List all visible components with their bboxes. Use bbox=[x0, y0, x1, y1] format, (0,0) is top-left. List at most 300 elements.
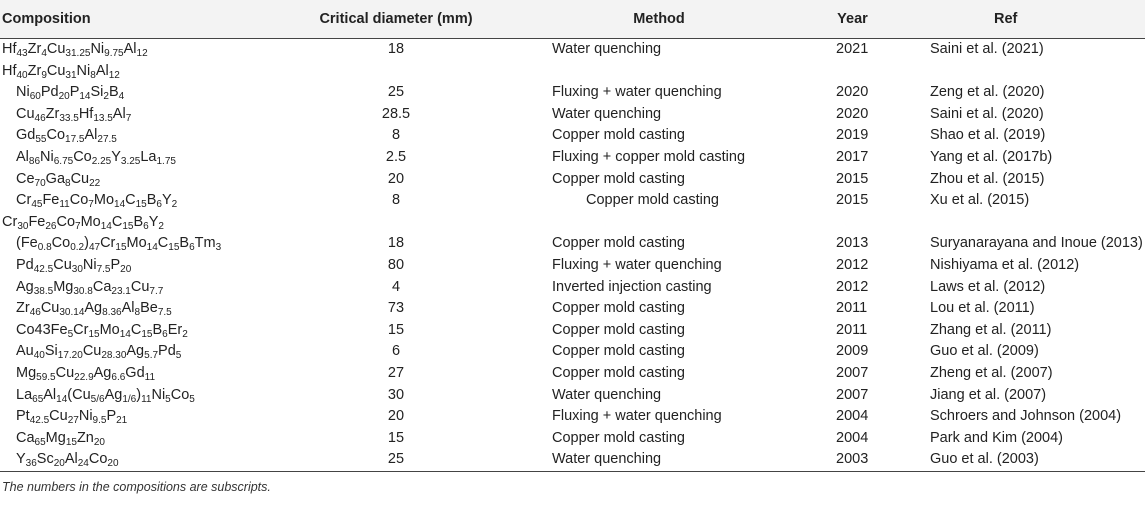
cell-method: Copper mold casting bbox=[552, 429, 685, 446]
composition-element: Si bbox=[44, 343, 58, 360]
table-row bbox=[0, 385, 1145, 407]
composition-subscript: 11 bbox=[141, 393, 152, 405]
cell-critical-diameter: 4 bbox=[391, 278, 401, 295]
composition-element: Cu bbox=[46, 62, 66, 79]
composition-subscript: 3 bbox=[215, 242, 222, 254]
composition-element: C bbox=[125, 192, 136, 209]
composition-element: Ag bbox=[126, 343, 145, 360]
cell-critical-diameter: 25 bbox=[282, 449, 510, 471]
cell-critical-diameter: 27 bbox=[387, 364, 405, 381]
header-method: Method bbox=[510, 0, 808, 39]
composition-element: Y bbox=[16, 451, 26, 468]
cell-year: 2011 bbox=[836, 321, 868, 338]
composition-element: B bbox=[179, 235, 190, 252]
cell-critical-diameter: 73 bbox=[387, 300, 405, 317]
composition-subscript: 17.5 bbox=[65, 134, 85, 146]
composition-subscript: 6.75 bbox=[53, 155, 74, 167]
composition-element: Mo bbox=[80, 213, 101, 230]
cell-ref: Xu et al. (2015) bbox=[930, 192, 1030, 209]
cell-critical-diameter: 20 bbox=[387, 408, 405, 425]
cell-composition bbox=[0, 169, 282, 191]
composition-subscript: 14 bbox=[146, 242, 158, 254]
composition-element: Si bbox=[90, 84, 104, 101]
composition-subscript: 43 bbox=[16, 48, 28, 59]
composition-subscript: 40 bbox=[16, 69, 28, 81]
composition-subscript: 22 bbox=[89, 177, 101, 189]
cell-method: Water quenching bbox=[510, 449, 808, 471]
cell-ref: Saini et al. (2021) bbox=[930, 41, 1044, 57]
composition-element: Al bbox=[95, 62, 109, 79]
cell-critical-diameter: 2.5 bbox=[385, 148, 407, 165]
composition-subscript: 22.9 bbox=[74, 371, 94, 383]
cell-ref: Shao et al. (2019) bbox=[930, 127, 1046, 144]
composition-element: P bbox=[110, 256, 121, 273]
cell-critical-diameter bbox=[282, 212, 510, 234]
cell-year: 2020 bbox=[836, 84, 869, 101]
composition-element: Cu bbox=[49, 408, 68, 425]
cell-method: Water quenching bbox=[552, 41, 662, 57]
composition-subscript: 5.7 bbox=[144, 350, 159, 362]
cell-year bbox=[808, 212, 897, 234]
composition-element: P bbox=[106, 408, 117, 425]
cell-year: 2003 bbox=[808, 449, 897, 471]
table-row bbox=[0, 104, 1145, 126]
composition-subscript: 20 bbox=[107, 458, 119, 470]
composition-subscript: 33.5 bbox=[59, 112, 79, 124]
table-row bbox=[0, 212, 1145, 234]
composition-subscript: 46 bbox=[34, 112, 46, 124]
composition-element: Ag bbox=[93, 364, 112, 381]
composition-subscript: 11 bbox=[59, 199, 70, 211]
composition-subscript: 28.30 bbox=[101, 350, 127, 362]
cell-critical-diameter: 25 bbox=[387, 84, 405, 101]
cell-year: 2012 bbox=[836, 278, 869, 295]
composition-subscript: 26 bbox=[45, 220, 57, 232]
table-row bbox=[0, 277, 1145, 299]
cell-year: 2019 bbox=[836, 127, 869, 144]
composition-element: B bbox=[152, 321, 163, 338]
composition-element: Co bbox=[56, 213, 76, 230]
cell-year: 2020 bbox=[836, 105, 869, 122]
cell-ref: Jiang et al. (2007) bbox=[930, 386, 1047, 403]
composition-subscript: 4 bbox=[41, 48, 47, 59]
table-row bbox=[0, 449, 1145, 471]
composition-subscript: 65 bbox=[32, 393, 44, 405]
composition-subscript: 5 bbox=[175, 350, 182, 362]
composition-subscript: 31.25 bbox=[65, 48, 91, 59]
composition-element: Ni bbox=[78, 408, 93, 425]
table-row bbox=[0, 147, 1145, 169]
cell-composition bbox=[0, 147, 282, 169]
composition-subscript: 30 bbox=[17, 220, 29, 232]
composition-element: Cr bbox=[73, 321, 89, 338]
composition-element: Y bbox=[161, 192, 172, 209]
composition-subscript: 3.25 bbox=[120, 155, 141, 167]
composition-element: Co bbox=[73, 148, 92, 165]
composition-element: Tm bbox=[194, 235, 216, 252]
composition-element: La bbox=[140, 148, 157, 165]
composition-element: Fe bbox=[42, 192, 60, 209]
composition-subscript: 6 bbox=[156, 199, 162, 211]
composition-element: Zr bbox=[45, 105, 60, 122]
composition-element: Cr bbox=[2, 213, 18, 230]
cell-ref: Park and Kim (2004) bbox=[930, 429, 1063, 446]
composition-subscript: 15 bbox=[115, 242, 127, 254]
composition-element: Ni bbox=[76, 62, 91, 79]
composition-subscript: 5 bbox=[189, 393, 195, 405]
cell-composition bbox=[0, 212, 282, 234]
table-row bbox=[0, 255, 1145, 277]
table-row bbox=[0, 82, 1145, 104]
composition-element: Sc bbox=[36, 451, 54, 468]
header-row bbox=[0, 0, 1145, 39]
header-year: Year bbox=[808, 0, 897, 39]
composition-subscript: 45 bbox=[31, 199, 43, 211]
composition-element: Mo bbox=[99, 321, 120, 338]
composition-element: Gd bbox=[16, 127, 36, 144]
composition-element: Ni bbox=[16, 84, 30, 101]
composition-element: Co bbox=[69, 192, 89, 209]
cell-composition bbox=[0, 298, 282, 320]
cell-ref bbox=[897, 61, 1145, 83]
cell-ref: Zeng et al. (2020) bbox=[930, 84, 1045, 101]
composition-subscript: 6 bbox=[189, 242, 195, 254]
composition-subscript: 9 bbox=[41, 69, 47, 81]
composition-element: Er bbox=[167, 321, 183, 338]
cell-ref: Yang et al. (2017b) bbox=[930, 148, 1053, 165]
composition-subscript: 14 bbox=[114, 199, 126, 211]
cell-year: 2004 bbox=[836, 429, 869, 446]
composition-subscript: 1/6 bbox=[122, 393, 137, 405]
composition-subscript: 46 bbox=[29, 307, 41, 319]
table-body bbox=[0, 39, 1145, 472]
cell-critical-diameter: 80 bbox=[387, 256, 405, 273]
composition-subscript: 9.75 bbox=[104, 48, 124, 59]
cell-critical-diameter: 20 bbox=[387, 170, 405, 187]
cell-method: Fluxing + water quenching bbox=[552, 84, 722, 101]
cell-critical-diameter bbox=[282, 61, 510, 83]
cell-ref: Lou et al. (2011) bbox=[930, 300, 1035, 317]
composition-element: Mo bbox=[93, 192, 115, 209]
composition-subscript: 65 bbox=[34, 436, 46, 448]
cell-ref: Suryanarayana and Inoue (2013) bbox=[930, 235, 1143, 252]
composition-subscript: 9.5 bbox=[92, 415, 107, 427]
composition-subscript: 40 bbox=[33, 350, 45, 362]
composition-element: ) bbox=[84, 235, 89, 252]
cell-year: 2009 bbox=[836, 343, 869, 360]
composition-element: Cu bbox=[82, 343, 102, 360]
cell-method: Copper mold casting bbox=[552, 343, 685, 360]
composition-element: Co bbox=[88, 451, 108, 468]
cell-method: Fluxing + water quenching bbox=[552, 408, 722, 425]
composition-element: (Cu bbox=[67, 386, 91, 403]
composition-element: Co bbox=[170, 386, 190, 403]
composition-subscript: 30.14 bbox=[59, 307, 85, 319]
table-row bbox=[0, 363, 1145, 385]
cell-method bbox=[510, 61, 808, 83]
composition-subscript: 15 bbox=[122, 220, 134, 232]
composition-subscript: 17.20 bbox=[57, 350, 83, 362]
composition-element: Co bbox=[51, 235, 71, 252]
composition-element: Al bbox=[84, 127, 98, 144]
cell-critical-diameter: 28.5 bbox=[381, 105, 411, 122]
cell-composition bbox=[0, 255, 282, 277]
composition-subscript: 8 bbox=[65, 177, 71, 189]
composition-element: Pd bbox=[16, 256, 34, 273]
composition-subscript: 12 bbox=[136, 48, 148, 59]
cell-method bbox=[510, 212, 808, 234]
composition-element: Mo bbox=[126, 235, 147, 252]
composition-subscript: 14 bbox=[56, 393, 68, 405]
composition-subscript: 20 bbox=[120, 263, 132, 275]
composition-element: Pd bbox=[158, 343, 176, 360]
cell-composition bbox=[0, 277, 282, 299]
composition-subscript: 7.5 bbox=[96, 263, 111, 275]
cell-ref: Zhou et al. (2015) bbox=[930, 170, 1045, 187]
composition-subscript: 42.5 bbox=[33, 263, 54, 275]
composition-element: Cr bbox=[100, 235, 116, 252]
cell-composition bbox=[0, 320, 282, 342]
composition-element: Al bbox=[123, 41, 137, 57]
cell-method: Copper mold casting bbox=[552, 364, 685, 381]
composition-element: Hf bbox=[2, 41, 17, 57]
composition-element: Ag bbox=[16, 278, 34, 295]
composition-subscript: 2 bbox=[171, 199, 178, 211]
composition-element: Hf bbox=[78, 105, 94, 122]
composition-element: Pt bbox=[16, 408, 30, 425]
composition-element: ) bbox=[136, 386, 142, 403]
cell-ref: Laws et al. (2012) bbox=[930, 278, 1046, 295]
cell-year: 2011 bbox=[836, 300, 868, 317]
composition-subscript: 27.5 bbox=[97, 134, 117, 146]
composition-subscript: 2 bbox=[158, 220, 164, 232]
composition-subscript: 36 bbox=[25, 458, 37, 470]
table-row bbox=[0, 125, 1145, 147]
cell-composition bbox=[0, 406, 282, 428]
composition-element: Cu bbox=[130, 278, 150, 295]
cell-method: Copper mold casting bbox=[552, 170, 685, 187]
composition-element: Cu bbox=[16, 105, 35, 122]
composition-subscript: 20 bbox=[58, 91, 70, 103]
composition-subscript: 11 bbox=[144, 371, 156, 383]
composition-element: Al bbox=[121, 300, 135, 317]
composition-subscript: 31 bbox=[65, 69, 77, 81]
composition-subscript: 14 bbox=[79, 91, 91, 103]
table-row bbox=[0, 190, 1145, 212]
composition-element: Ni bbox=[151, 386, 166, 403]
composition-subscript: 20 bbox=[53, 458, 65, 470]
composition-element: Fe bbox=[28, 213, 46, 230]
cell-ref: Nishiyama et al. (2012) bbox=[930, 256, 1080, 273]
composition-subscript: 15 bbox=[65, 436, 77, 448]
cell-ref: Zheng et al. (2007) bbox=[930, 364, 1053, 381]
cell-method: Fluxing + copper mold casting bbox=[552, 148, 746, 165]
composition-subscript: 7 bbox=[125, 112, 132, 124]
cell-composition bbox=[0, 385, 282, 407]
cell-composition bbox=[0, 82, 282, 104]
composition-element: Al bbox=[64, 451, 78, 468]
composition-subscript: 8.36 bbox=[102, 307, 122, 319]
composition-element: Mg bbox=[45, 429, 66, 446]
cell-critical-diameter: 18 bbox=[387, 235, 405, 252]
composition-subscript: 70 bbox=[34, 177, 46, 189]
cell-year: 2013 bbox=[836, 235, 869, 252]
composition-element: Ce bbox=[16, 170, 35, 187]
cell-composition bbox=[0, 233, 282, 255]
composition-element: C bbox=[157, 235, 169, 252]
composition-subscript: 5 bbox=[67, 328, 74, 340]
cell-critical-diameter: 15 bbox=[387, 429, 405, 446]
composition-subscript: 7 bbox=[88, 199, 94, 211]
cell-composition bbox=[0, 363, 282, 385]
composition-element: Zn bbox=[76, 429, 94, 446]
cell-composition bbox=[0, 428, 282, 450]
composition-element: Co bbox=[46, 127, 66, 144]
cell-composition bbox=[0, 125, 282, 147]
cell-method: Fluxing + water quenching bbox=[552, 256, 722, 273]
composition-element: Pd bbox=[40, 84, 59, 101]
cell-method: Copper mold casting bbox=[586, 192, 719, 209]
composition-element: Ni bbox=[40, 148, 54, 165]
cell-year bbox=[808, 61, 897, 83]
table-row bbox=[0, 320, 1145, 342]
cell-critical-diameter: 18 bbox=[387, 41, 405, 57]
composition-element: Cu bbox=[53, 256, 72, 273]
composition-element: Cu bbox=[70, 170, 90, 187]
composition-element: Zr bbox=[27, 62, 42, 79]
composition-element: B bbox=[133, 213, 144, 230]
composition-subscript: 55 bbox=[35, 134, 47, 146]
composition-element: Y bbox=[111, 148, 121, 165]
composition-subscript: 5/6 bbox=[90, 393, 105, 405]
cell-composition bbox=[0, 190, 282, 212]
table-footnote: The numbers in the compositions are subscripts. bbox=[2, 479, 271, 494]
cell-year: 2007 bbox=[836, 364, 869, 381]
composition-element: Ca bbox=[92, 278, 112, 295]
composition-element: Cu bbox=[55, 364, 75, 381]
cell-composition bbox=[0, 449, 282, 471]
cell-critical-diameter: 8 bbox=[391, 192, 401, 209]
composition-subscript: 12 bbox=[108, 69, 120, 81]
composition-element: Ca bbox=[16, 429, 35, 446]
composition-subscript: 2 bbox=[103, 91, 109, 103]
composition-element: Co43Fe bbox=[16, 321, 68, 338]
composition-element: P bbox=[69, 84, 80, 101]
table-row bbox=[0, 341, 1145, 363]
composition-subscript: 14 bbox=[119, 328, 131, 340]
composition-subscript: 8 bbox=[90, 69, 96, 81]
cell-composition bbox=[0, 39, 282, 61]
composition-element: Au bbox=[16, 343, 34, 360]
composition-element: Zr bbox=[27, 41, 42, 57]
composition-subscript: 15 bbox=[88, 328, 100, 340]
composition-element: Mg bbox=[53, 278, 74, 295]
composition-element: Be bbox=[140, 300, 158, 317]
cell-method: Copper mold casting bbox=[552, 235, 685, 252]
composition-subscript: 21 bbox=[116, 415, 128, 427]
composition-subscript: 2.25 bbox=[91, 155, 112, 167]
composition-subscript: 30 bbox=[71, 263, 83, 275]
cell-year: 2004 bbox=[836, 408, 869, 425]
composition-element: Ni bbox=[82, 256, 97, 273]
composition-subscript: 4 bbox=[118, 91, 125, 103]
header-critical-diameter: Critical diameter (mm) bbox=[282, 0, 510, 39]
cell-method: Inverted injection casting bbox=[552, 278, 712, 295]
composition-subscript: 6 bbox=[143, 220, 149, 232]
table-row bbox=[0, 428, 1145, 450]
composition-element: B bbox=[108, 84, 119, 101]
composition-subscript: 7.7 bbox=[149, 285, 164, 297]
composition-subscript: 15 bbox=[141, 328, 153, 340]
composition-element: (Fe bbox=[16, 235, 38, 252]
cell-ref: Schroers and Johnson (2004) bbox=[930, 408, 1122, 425]
composition-element: Y bbox=[148, 213, 159, 230]
composition-element: Al bbox=[43, 386, 57, 403]
table-row bbox=[0, 39, 1145, 61]
cell-method: Water quenching bbox=[552, 386, 662, 403]
composition-subscript: 14 bbox=[100, 220, 112, 232]
composition-subscript: 0.8 bbox=[37, 242, 52, 254]
composition-element: Al bbox=[112, 105, 126, 122]
composition-element: Ni bbox=[90, 41, 105, 57]
composition-element: B bbox=[146, 192, 157, 209]
composition-element: Hf bbox=[2, 62, 17, 79]
composition-element: C bbox=[130, 321, 142, 338]
cell-ref: Guo et al. (2003) bbox=[897, 449, 1145, 471]
composition-element: Ga bbox=[45, 170, 66, 187]
cell-method: Water quenching bbox=[552, 105, 662, 122]
cell-critical-diameter: 8 bbox=[391, 127, 401, 144]
composition-element: Cu bbox=[40, 300, 60, 317]
composition-subscript: 6.6 bbox=[111, 371, 126, 383]
composition-subscript: 8 bbox=[134, 307, 141, 319]
composition-subscript: 27 bbox=[67, 415, 79, 427]
composition-subscript: 30.8 bbox=[73, 285, 93, 297]
cell-ref: Saini et al. (2020) bbox=[930, 105, 1044, 122]
cell-year: 2021 bbox=[836, 41, 869, 57]
header-composition: Composition bbox=[0, 0, 282, 39]
composition-subscript: 15 bbox=[168, 242, 180, 254]
composition-subscript: 6 bbox=[162, 328, 168, 340]
composition-element: Mg bbox=[16, 364, 37, 381]
composition-subscript: 7.5 bbox=[157, 307, 172, 319]
composition-subscript: 60 bbox=[29, 91, 41, 103]
cell-method: Copper mold casting bbox=[552, 300, 685, 317]
composition-subscript: 42.5 bbox=[29, 415, 50, 427]
composition-subscript: 2 bbox=[182, 328, 188, 340]
composition-element: Ag bbox=[84, 300, 103, 317]
table-row bbox=[0, 61, 1145, 83]
cell-year: 2007 bbox=[836, 386, 869, 403]
composition-subscript: 5 bbox=[165, 393, 171, 405]
cell-year: 2015 bbox=[836, 192, 869, 209]
composition-subscript: 15 bbox=[135, 199, 147, 211]
composition-subscript: 47 bbox=[88, 242, 101, 254]
composition-subscript: 23.1 bbox=[111, 285, 131, 297]
cell-year: 2015 bbox=[836, 170, 869, 187]
header-ref: Ref bbox=[897, 0, 1145, 39]
composition-subscript: 20 bbox=[93, 436, 105, 448]
composition-element: Cu bbox=[46, 41, 66, 57]
composition-subscript: 1.75 bbox=[156, 155, 176, 167]
cell-composition bbox=[0, 341, 282, 363]
composition-element: Gd bbox=[125, 364, 145, 381]
composition-subscript: 38.5 bbox=[33, 285, 54, 297]
cell-composition bbox=[0, 61, 282, 83]
cell-year: 2017 bbox=[836, 148, 869, 165]
composition-subscript: 59.5 bbox=[36, 371, 56, 383]
composition-element: La bbox=[16, 386, 33, 403]
